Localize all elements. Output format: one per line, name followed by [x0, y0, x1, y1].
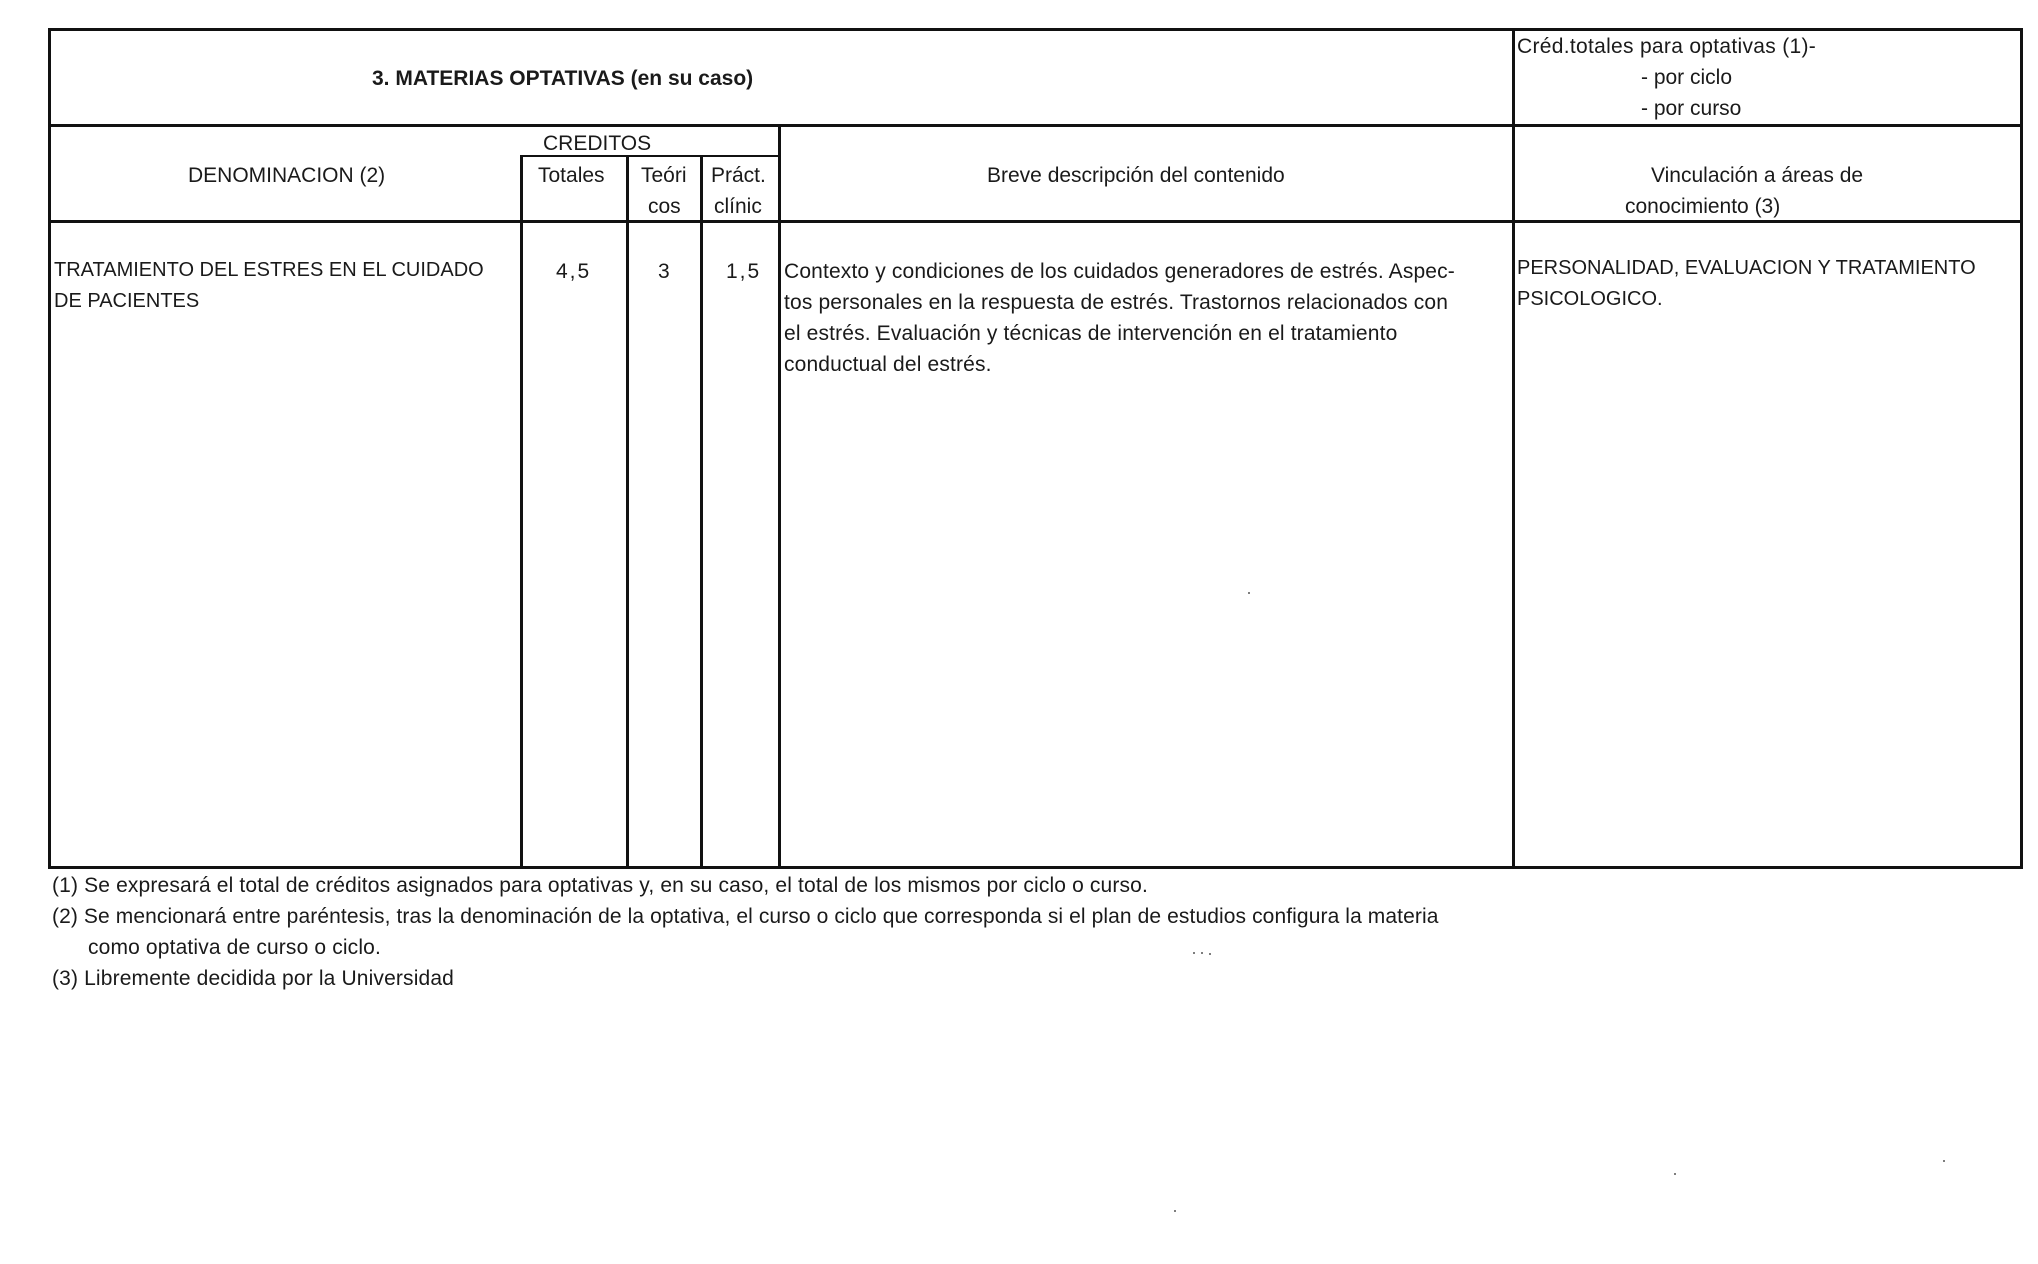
row-vinculacion-line-2: PSICOLOGICO. — [1517, 288, 1663, 310]
credits-box-line-3: - por curso — [1641, 97, 1742, 120]
header-teoricos-line-2: cos — [648, 195, 681, 218]
header-totales: Totales — [538, 164, 605, 187]
header-practicos-line-1: Práct. — [711, 164, 766, 187]
footnote-3: (3) Libremente decidida por la Universidad — [52, 967, 455, 990]
title-row-bottom-border — [48, 124, 2023, 127]
header-creditos: CREDITOS — [543, 132, 652, 155]
footnote-1: (1) Se expresará el total de créditos asignados para optativas y, en su caso, el total de los mismos por ciclo o curso. — [52, 874, 1148, 897]
row-descripcion-line-4: conductual del estrés. — [784, 353, 992, 376]
scan-speck — [1674, 1173, 1676, 1175]
credits-box-line-2: - por ciclo — [1641, 66, 1733, 89]
descripcion-column-border — [778, 124, 781, 869]
row-descripcion-line-1: Contexto y condiciones de los cuidados generadores de estrés. Aspec- — [784, 260, 1455, 283]
row-denominacion-line-2: DE PACIENTES — [54, 290, 200, 312]
row-descripcion-line-3: el estrés. Evaluación y técnicas de intervención en el tratamiento — [784, 322, 1398, 345]
scan-speck — [1201, 952, 1203, 954]
row-denominacion-line-1: TRATAMIENTO DEL ESTRES EN EL CUIDADO — [54, 259, 484, 281]
header-teoricos-line-1: Teóri — [641, 164, 687, 187]
scan-speck — [1943, 1160, 1945, 1162]
header-vinculacion-line-1: Vinculación a áreas de — [1651, 164, 1864, 187]
vinculacion-column-border — [1512, 28, 1515, 869]
teoricos-column-border — [626, 155, 629, 869]
table-border-bottom — [48, 866, 2023, 869]
table-border-left — [48, 28, 51, 869]
row-teoricos: 3 — [658, 260, 670, 283]
scan-speck — [1193, 952, 1195, 954]
footnote-2-line-2: como optativa de curso o ciclo. — [88, 936, 381, 959]
totales-column-border — [520, 155, 523, 869]
footnote-2-line-1: (2) Se mencionará entre paréntesis, tras la denominación de la optativa, el curso o ciclo que corresponda si el plan de estudios configura la materia — [52, 905, 1439, 928]
row-vinculacion-line-1: PERSONALIDAD, EVALUACION Y TRATAMIENTO — [1517, 257, 1976, 279]
header-denominacion: DENOMINACION (2) — [188, 164, 386, 187]
row-totales: 4,5 — [556, 260, 592, 283]
scan-speck — [1174, 1210, 1176, 1212]
header-descripcion: Breve descripción del contenido — [987, 164, 1285, 187]
practicos-column-border — [700, 155, 703, 869]
row-practicos: 1,5 — [726, 260, 762, 283]
credits-box-line-1: Créd.totales para optativas (1)- — [1517, 35, 1817, 58]
header-vinculacion-line-2: conocimiento (3) — [1625, 195, 1781, 218]
scan-speck — [1248, 592, 1250, 594]
header-practicos-line-2: clínic — [714, 195, 762, 218]
scan-speck — [1209, 953, 1211, 955]
section-title: 3. MATERIAS OPTATIVAS (en su caso) — [372, 67, 754, 90]
row-descripcion-line-2: tos personales en la respuesta de estrés. Trastornos relacionados con — [784, 291, 1449, 314]
table-border-right — [2020, 28, 2023, 869]
